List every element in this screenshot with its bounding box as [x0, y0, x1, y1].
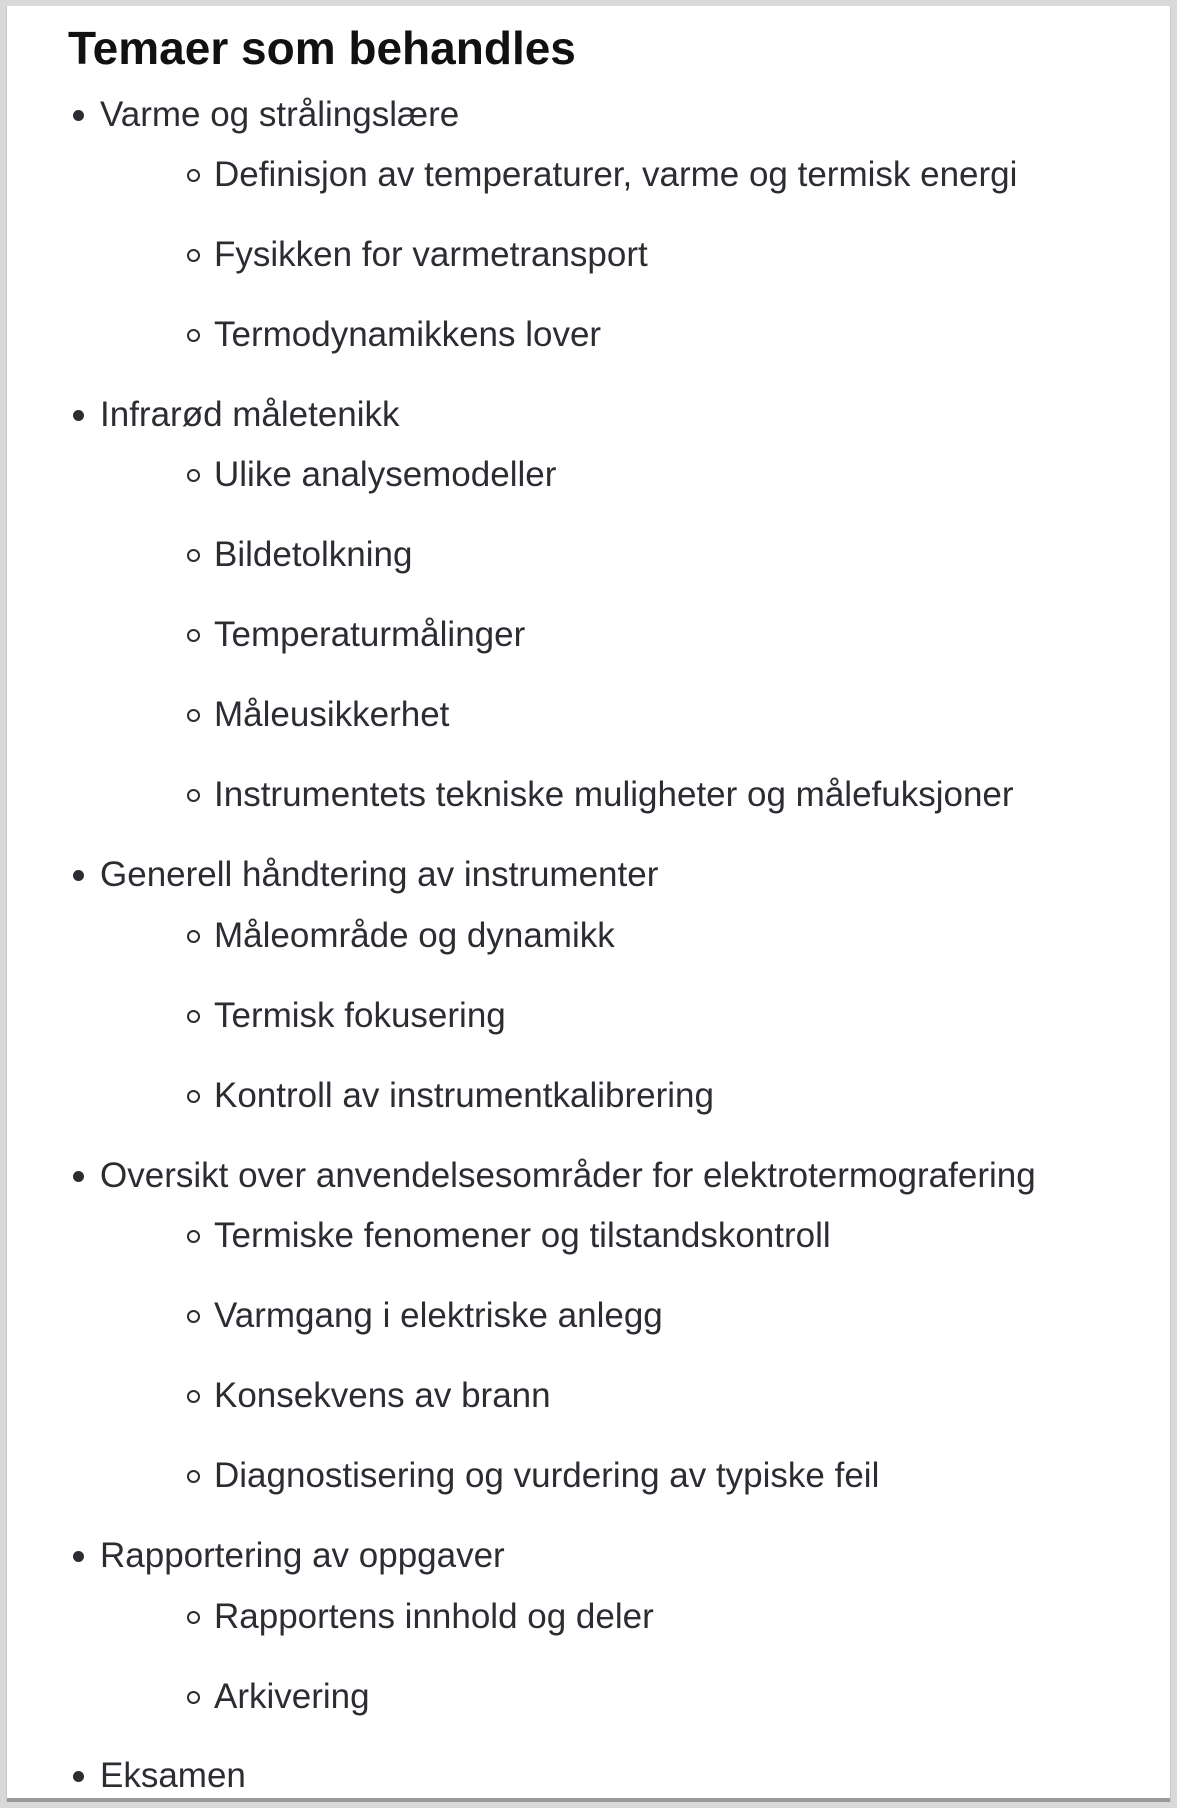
- page-bottom-border: [7, 1798, 1170, 1802]
- subtopic-label: Varmgang i elektriske anlegg: [214, 1296, 663, 1335]
- subtopic-label: Måleområde og dynamikk: [214, 916, 615, 955]
- circle-bullet-icon: [187, 709, 200, 722]
- subtopic-label: Fysikken for varmetransport: [214, 235, 648, 274]
- subtopic-label: Instrumentets tekniske muligheter og målefuksjoner: [214, 775, 1014, 814]
- bullet-icon: [73, 1171, 84, 1182]
- bullet-icon: [73, 410, 84, 421]
- subtopic-label: Arkivering: [214, 1677, 370, 1716]
- circle-bullet-icon: [187, 169, 200, 182]
- subtopic-label: Diagnostisering og vurdering av typiske feil: [214, 1456, 880, 1495]
- subtopic-label: Bildetolkning: [214, 535, 413, 574]
- circle-bullet-icon: [187, 329, 200, 342]
- subtopic-label: Ulike analysemodeller: [214, 455, 557, 494]
- topic-label: Eksamen: [100, 1756, 246, 1795]
- topic-label: Rapportering av oppgaver: [100, 1536, 505, 1575]
- circle-bullet-icon: [187, 1230, 200, 1243]
- document-page: [6, 6, 1171, 1802]
- subtopic-label: Termisk fokusering: [214, 996, 506, 1035]
- circle-bullet-icon: [187, 1611, 200, 1624]
- subtopic-label: Termodynamikkens lover: [214, 315, 602, 354]
- circle-bullet-icon: [187, 549, 200, 562]
- subtopic-label: Kontroll av instrumentkalibrering: [214, 1076, 714, 1115]
- circle-bullet-icon: [187, 469, 200, 482]
- topic-label: Oversikt over anvendelsesområder for elektrotermografering: [100, 1156, 1036, 1195]
- circle-bullet-icon: [187, 1691, 200, 1704]
- bullet-icon: [73, 870, 84, 881]
- circle-bullet-icon: [187, 629, 200, 642]
- bullet-icon: [73, 110, 84, 121]
- subtopic-label: Måleusikkerhet: [214, 695, 450, 734]
- subtopic-label: Definisjon av temperaturer, varme og termisk energi: [214, 155, 1018, 194]
- subtopic-label: Rapportens innhold og deler: [214, 1597, 654, 1636]
- circle-bullet-icon: [187, 1470, 200, 1483]
- bullet-icon: [73, 1771, 84, 1782]
- circle-bullet-icon: [187, 1010, 200, 1023]
- circle-bullet-icon: [187, 1090, 200, 1103]
- subtopic-label: Konsekvens av brann: [214, 1376, 551, 1415]
- circle-bullet-icon: [187, 1390, 200, 1403]
- circle-bullet-icon: [187, 789, 200, 802]
- topic-label: Varme og strålingslære: [100, 95, 460, 134]
- circle-bullet-icon: [187, 930, 200, 943]
- topic-label: Infrarød måletenikk: [100, 395, 400, 434]
- topic-label: Generell håndtering av instrumenter: [100, 855, 659, 894]
- circle-bullet-icon: [187, 249, 200, 262]
- circle-bullet-icon: [187, 1310, 200, 1323]
- bullet-icon: [73, 1551, 84, 1562]
- subtopic-label: Temperaturmålinger: [214, 615, 526, 654]
- page-title: Temaer som behandles: [68, 22, 576, 74]
- subtopic-label: Termiske fenomener og tilstandskontroll: [214, 1216, 831, 1255]
